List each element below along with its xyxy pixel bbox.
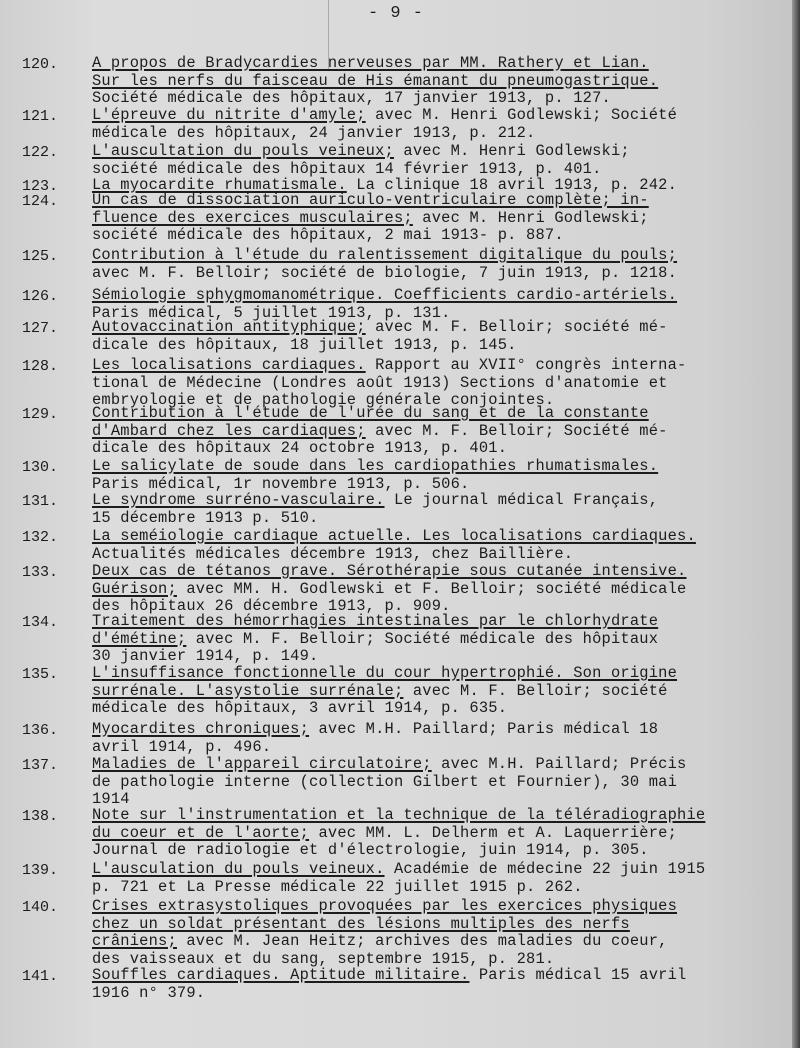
entry-text — [92, 55, 782, 108]
entry-number: 128. — [22, 358, 59, 375]
entry-title-underlined: Le syndrome surréno-vasculaire. — [92, 491, 385, 509]
entry-citation: avec M. Henri Godlewski; Société médicale des hôpitaux, 24 janvier 1913, p. 212. — [92, 106, 678, 142]
entry-number: 136. — [22, 722, 59, 739]
entry-title-underlined: L'épreuve du nitrite d'amyle; — [92, 106, 366, 124]
entry-text — [92, 665, 782, 718]
entry-number: 140. — [22, 899, 59, 916]
entry-title-underlined: Crises extrasystoliques provoquées par les exercices physiques chez un soldat présentant des lésions multiples des nerfs crâniens; — [92, 897, 678, 951]
entry-citation: avec M. Henri Godlewski; société médicale des hôpitaux, 2 mai 1913- p. 887. — [92, 208, 649, 245]
entry-number: 125. — [22, 248, 59, 265]
entry-title-underlined: Le salicylate de soude dans les cardiopathies rhumatismales. — [92, 457, 659, 475]
entry-citation: Paris médical 15 avril 1916 n° 379. — [92, 966, 687, 1002]
entry-text — [92, 861, 782, 896]
entry-text — [92, 287, 782, 322]
entry-number: 120. — [22, 56, 59, 73]
entry-text — [92, 528, 782, 563]
entry-title-underlined: Note sur l'instrumentation et la technique de la téléradiographie du coeur et de l'aorte; — [92, 806, 706, 842]
entry-number: 130. — [22, 459, 59, 476]
page-number: - 9 - — [368, 4, 425, 23]
entry-number: 139. — [22, 862, 59, 879]
entry-number: 127. — [22, 320, 59, 337]
entry-citation: avec M. F. Belloir; société mé- dicale des hôpitaux, 18 juillet 1913, p. 145. — [92, 318, 668, 354]
entry-citation: avec MM. L. Delherm et A. Laquerrière; Journal de radiologie et d'électrologie, juin 1914, p. 305. — [92, 823, 678, 860]
entry-citation: Actualités médicales décembre 1913, chez Baillière. — [92, 544, 574, 563]
entry-title-underlined: Un cas de dissociation auriculo-ventriculaire complète; in- fluence des exercices musculaires; — [92, 191, 649, 227]
entry-text — [92, 357, 782, 410]
entry-citation: Rapport au XVII° congrès interna- tional de Médecine (Londres août 1913) Sections d'anatomie et embryologie et de pathologie générale conjointes. — [92, 356, 687, 410]
entry-citation: Académie de médecine 22 juin 1915 p. 721 et La Presse médicale 22 juillet 1915 p. 262. — [92, 860, 706, 896]
entry-citation: avec M. F. Belloir; société de biologie, 7 juin 1913, p. 1218. — [92, 263, 678, 282]
entry-number: 132. — [22, 529, 59, 546]
entry-citation: avec M. F. Belloir; société médicale des hôpitaux, 3 avril 1914, p. 635. — [92, 681, 668, 718]
entry-text — [92, 143, 782, 178]
entry-title-underlined: Myocardites chroniques; — [92, 720, 310, 738]
entry-number: 135. — [22, 666, 59, 683]
entry-title-underlined: L'auscultation du pouls veineux; — [92, 142, 394, 160]
entry-title-underlined: La myocardite rhumatismale. — [92, 176, 347, 194]
page-edge-shadow — [792, 0, 800, 1048]
entry-citation: avec M. F. Belloir; Société mé- dicale des hôpitaux 24 octobre 1913, p. 401. — [92, 421, 668, 458]
entry-number: 133. — [22, 564, 59, 581]
entry-number: 129. — [22, 406, 59, 423]
entry-title-underlined: Les localisations cardiaques. — [92, 356, 366, 374]
entry-number: 137. — [22, 757, 59, 774]
entry-number: 141. — [22, 968, 59, 985]
entry-citation: avec M. Jean Heitz; archives des maladies du coeur, des vaisseaux et du sang, septembre 1915, p. 281. — [92, 932, 668, 968]
entry-citation: La clinique 18 avril 1913, p. 242. — [346, 176, 678, 194]
entry-citation: Société médicale des hôpitaux, 17 janvier 1913, p. 127. — [92, 89, 611, 108]
entry-number: 124. — [22, 193, 59, 210]
entry-text — [92, 458, 782, 493]
entry-number: 134. — [22, 614, 59, 631]
entry-number: 122. — [22, 144, 59, 161]
entry-text — [92, 807, 782, 860]
entry-text — [92, 898, 782, 968]
entry-number: 121. — [22, 108, 59, 125]
entry-citation: avec M.H. Paillard; Paris médical 18 avril 1914, p. 496. — [92, 720, 659, 756]
entry-citation: avec MM. H. Godlewski et F. Belloir; société médicale des hôpitaux 26 décembre 1913, p. 909. — [92, 579, 687, 616]
entry-title-underlined: Autovaccination antityphique; — [92, 318, 366, 336]
entry-text — [92, 107, 782, 142]
entry-title-underlined: Deux cas de tétanos grave. Sérothérapie sous cutanée intensive. Guérison; — [92, 562, 687, 598]
entry-text — [92, 563, 782, 616]
entry-title-underlined: Souffles cardiaques. Aptitude militaire. — [92, 966, 470, 984]
entry-text — [92, 319, 782, 354]
entry-number: 126. — [22, 288, 59, 305]
entry-title-underlined: Sémiologie sphygmomanométrique. Coefficients cardio-artériels. — [92, 286, 678, 304]
entry-title-underlined: L'ausculation du pouls veineux. — [92, 860, 385, 878]
entry-text — [92, 721, 782, 756]
entry-number: 123. — [22, 178, 59, 195]
entry-text — [92, 613, 782, 666]
entry-citation: avec M. Henri Godlewski; société médicale des hôpitaux 14 février 1913, p. 401. — [92, 142, 630, 178]
entry-title-underlined: La seméiologie cardiaque actuelle. Les localisations cardiaques. — [92, 527, 696, 545]
entry-text — [92, 405, 782, 458]
entry-citation: Paris médical, 5 juillet 1913, p. 131. — [92, 303, 451, 322]
entry-title-underlined: A propos de Bradycardies nerveuses par MM. Rathery et Lian. — [92, 54, 649, 72]
entry-text — [92, 967, 782, 1002]
entry-title-underlined: Contribution à l'étude du ralentissement digitalique du pouls; — [92, 246, 678, 264]
entry-text — [92, 192, 782, 245]
entry-text — [92, 756, 782, 809]
entry-title-underlined: Contribution à l'étude de l'urée du sang et de la constante d'Ambard chez les cardiaques; — [92, 404, 649, 440]
entry-text — [92, 492, 782, 527]
entry-title-underlined: L'insuffisance fonctionnelle du cour hypertrophié. Son origine surrénale. L'asystolie surrénale; — [92, 664, 678, 700]
entry-citation: avec M.H. Paillard; Précis de pathologie interne (collection Gilbert et Fournier), 30 mai 1914 — [92, 755, 687, 809]
entry-title-underlined: Traitement des hémorrhagies intestinales par le chlorhydrate d'émétine; — [92, 612, 659, 648]
entry-citation: Le journal médical Français, 15 décembre 1913 p. 510. — [92, 491, 659, 527]
entry-number: 131. — [22, 493, 59, 510]
entry-number: 138. — [22, 808, 59, 825]
entry-title-underlined: Maladies de l'appareil circulatoire; — [92, 755, 432, 773]
entry-citation: Paris médical, 1r novembre 1913, p. 506. — [92, 474, 470, 493]
entry-text — [92, 247, 782, 282]
entry-citation: avec M. F. Belloir; Société médicale des hôpitaux 30 janvier 1914, p. 149. — [92, 629, 659, 666]
entry-title-underlined: Sur les nerfs du faisceau de His émanant du pneumogastrique. — [92, 71, 659, 90]
